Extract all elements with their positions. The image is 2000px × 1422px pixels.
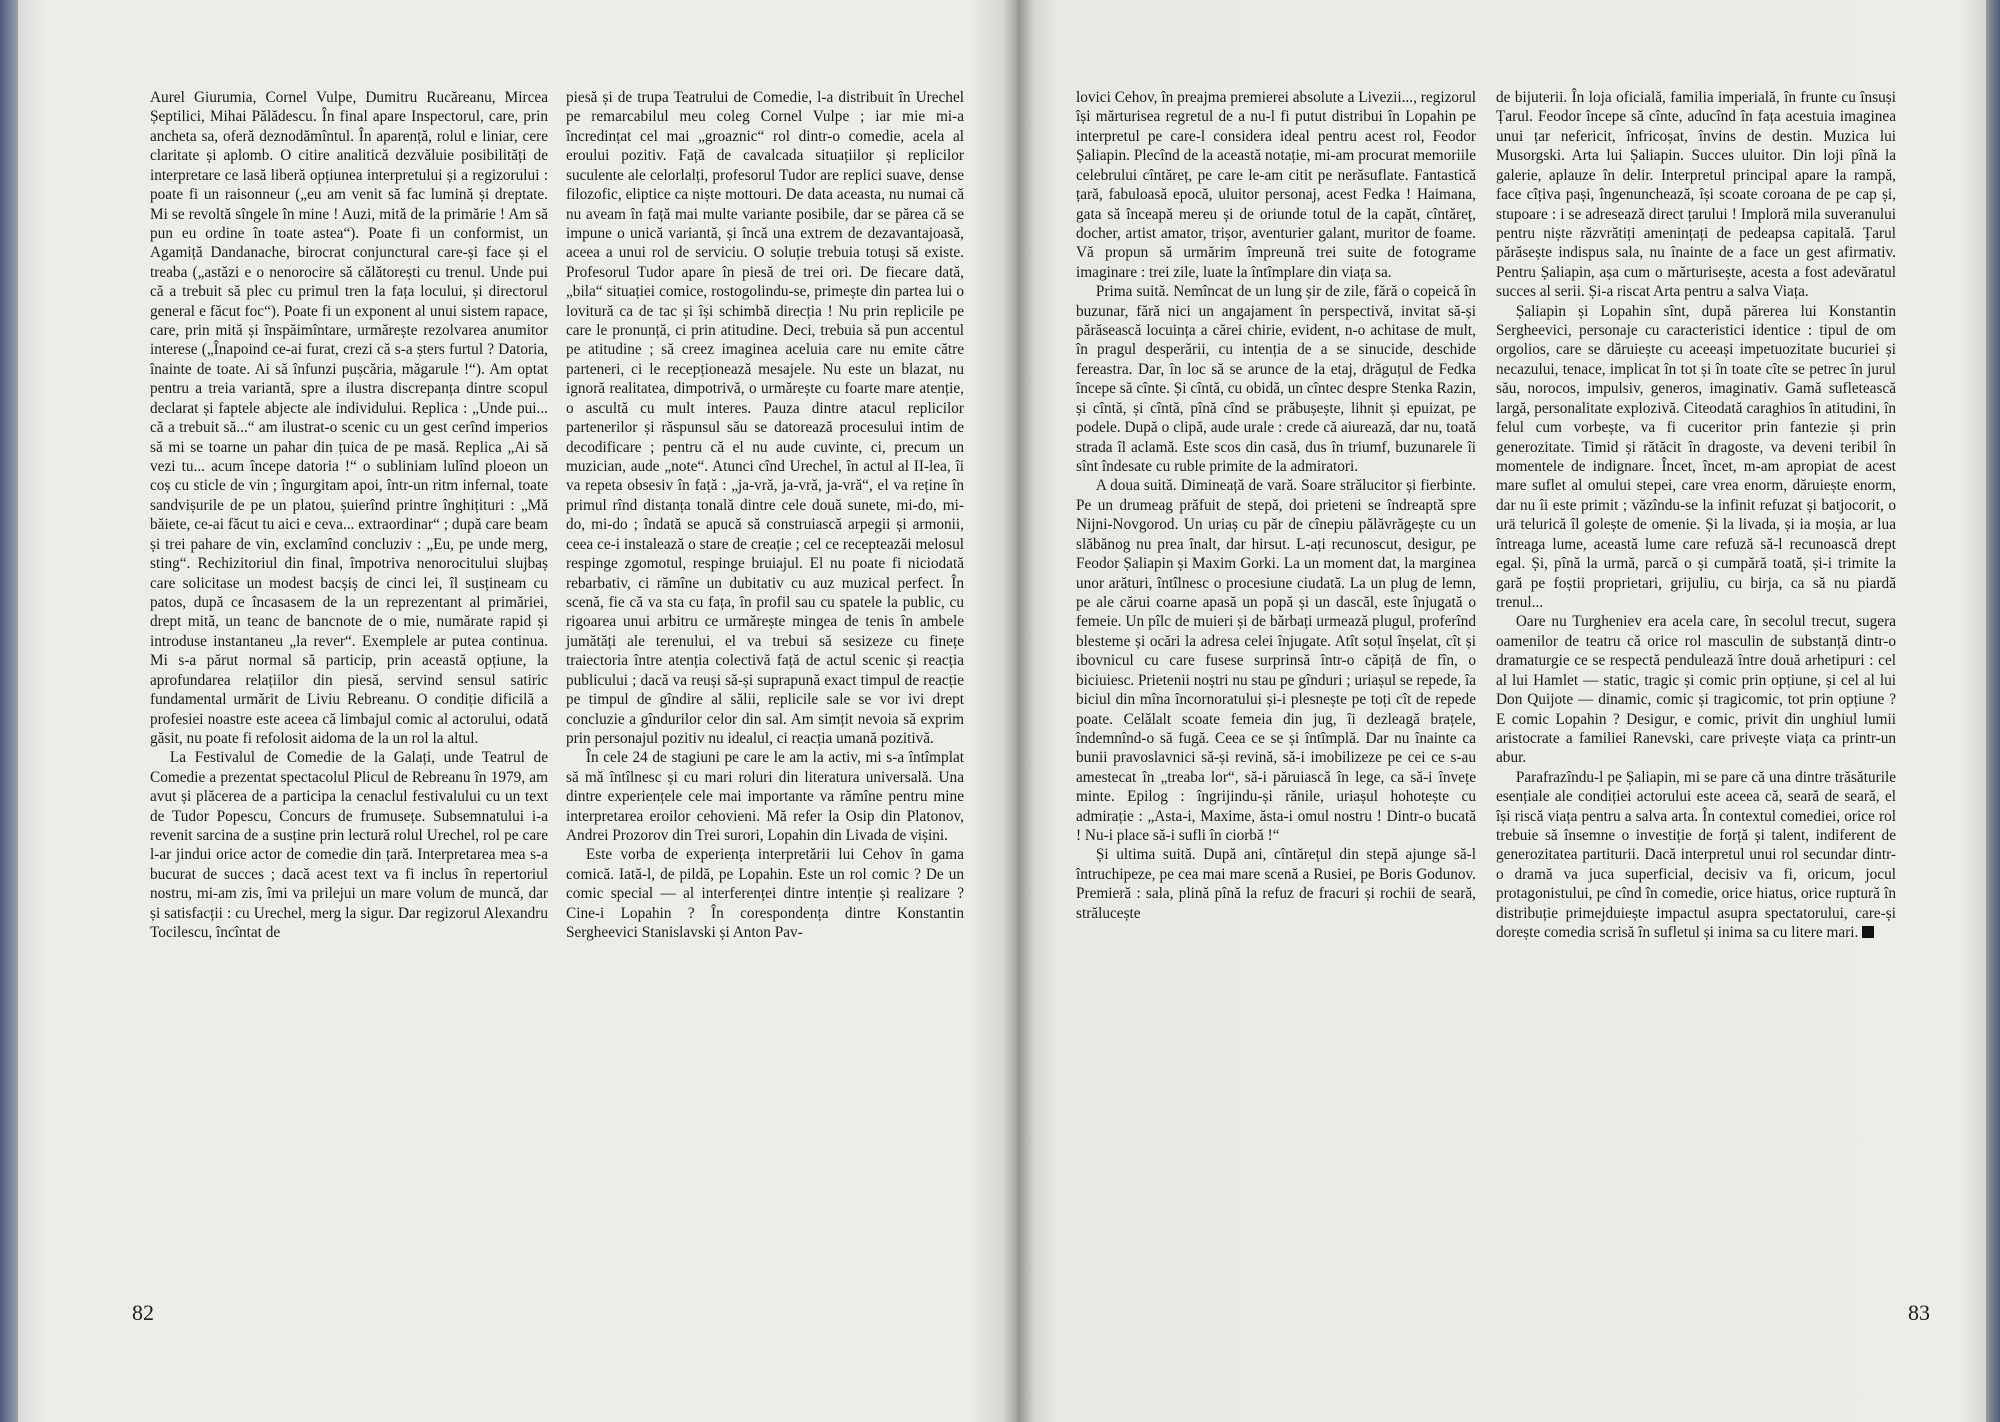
- text-column-3: [1076, 88, 1476, 923]
- text-column-1: [150, 88, 548, 943]
- paragraph: Aurel Giurumia, Cornel Vulpe, Dumitru Rucăreanu, Mircea Șeptilici, Mihai Pălădescu. În final apare Inspectorul, care, prin ancheta sa, oferă deznodămîntul. În aparență, rolul e liniar, cere claritate și aplomb. O citire analitică dezvăluie posibilități de interpretare ce lasă liberă opțiunea interpretului și a regizorului : poate fi un raisonneur („eu am venit să fac lumină și dreptate. Mi se revoltă sîngele în mine ! Auzi, mită de la primărie ! Am să pun eu ordine în toate astea“). Poate fi un conformist, un Agamiță Dandanache, birocrat conjunctural care-și face și el treaba („astăzi e o nenorocire să călătorești cu trenul. Unde pui că a trebuit să plec cu primul tren la fața locului, și directorul general e făcut foc“). Poate fi un exponent al unui sistem rapace, care, prin mită și înspăimîntare, urmărește rezolvarea anumitor interese („Înapoind ce-ai furat, crezi că s-a șters furtul ? Datoria, înainte de toate. Ai să înfunzi pușcăria, măgarule !“). Am optat pentru a treia variantă, spre a ilustra discrepanța dintre scopul declarat și faptele abjecte ale individului. Replica : „Unde pui... că a trebuit să...“ am ilustrat-o scenic cu un gest cerînd imperios să mi se toarne un pahar din țuica de pe masă. Replica „Ai să vezi tu... acum începe datoria !“ o subliniam lulînd ploeon un coș cu sticle de vin ; îngurgitam apoi, într-un ritm infernal, toate sandvișurile de pe un platou, șuierînd printre înghițituri : „Mă băiete, ce-ai făcut tu aici e ceva... extraordinar“ ; după care beam și trei pahare de vin, exclamînd concluziv : „Eu, pe unde merg, sting“. Rechizitoriul din final, împotriva nenorocitului slujbaș care solicitase un modest bacșiș de cinci lei, îl susțineam cu patos, după ce încasasem de la un reprezentant al primăriei, drept mită, un teanc de bancnote de o mie, numărate rapid și introduse instantaneu „la rever“. Exemplele ar putea continua. Mi s-a părut normal să particip, prin această opțiune, la aprofundarea relațiilor din piesă, servind sensul satiric fundamental urmărit de Liviu Rebreanu. O condiție dificilă a profesiei noastre este aceea că limbajul comic al actorului, odată găsit, nu poate fi refolosit aidoma de la un rol la altul.: [150, 89, 548, 747]
- end-mark-icon: [1862, 926, 1874, 938]
- paragraph: În cele 24 de stagiuni pe care le am la activ, mi s-a întîmplat să mă întîlnesc și cu mari roluri din literatura universală. Una dintre experiențele cele mai importante va rămîne pentru mine interpretarea eroilor cehovieni. Mă refer la Osip din Platonov, Andrei Prozorov din Trei surori, Lopahin din Livada de vișini.: [566, 749, 964, 845]
- text-column-4: [1496, 88, 1896, 943]
- paragraph-final: [1496, 768, 1896, 943]
- binding-edge-right: [1986, 0, 2000, 1422]
- paragraph: Șaliapin și Lopahin sînt, după părerea lui Konstantin Sergheevici, personaje cu caracteristici identice : tipul de om orgolios, care se dăruiește cu aceeași impetuozitate bucuriei și necazului, tenace, implicat în tot și în toate cîte se petrec în jurul său, norocos, impulsiv, generos, imaginativ. Gamă sufletească largă, personalitate explozivă. Citeodată caraghios în atitudini, în felul cum vorbește, va fi cuceritor prin fantezie și prin generozitate. Timid și rătăcit în dragoste, va deveni teribil în momentele de indignare. Încet, încet, m-am apropiat de acest mare suflet al omului stepei, care vrea enorm, dăruiește enorm, dar nu îi este primit ; văzîndu-se la infinit refuzat și batjocorit, o urä telurică îl golește de omenie. Și la livada, și ia moșia, ar lua întreaga lume, această lume care refuză să-l recunoască drept egal. Și, pînă la urmă, parcă o și cumpără toată, și-i trimite la gară pe foștii proprietari, grijuliu, cu birja, ca să nu piardă trenul...: [1496, 302, 1896, 611]
- paragraph: lovici Cehov, în preajma premierei absolute a Livezii..., regizorul își mărturisea regretul de a nu-l fi putut distribui în Lopahin pe interpretul pe care-l considera ideal pentru acest rol, Feodor Șaliapin. Plecînd de la această notație, mi-am procurat memoriile celebrului cîntăreț, pe care le-am citit pe nerăsuflate. Fantastică țară, fabuloasă epocă, uluitor personaj, acest Fedka ! Haimana, gata să înceapă mereu și de oriunde totul de la capăt, cîntăreț, docher, artist amator, trișor, aventurier galant, muritor de foame. Vă propun să urmărim împreună trei suite de fotograme imaginare : trei zile, luate la întîmplare din viața sa.: [1076, 89, 1476, 281]
- text-column-2: [566, 88, 964, 943]
- page-number-left: 82: [132, 1300, 154, 1325]
- paragraph: La Festivalul de Comedie de la Galați, unde Teatrul de Comedie a prezentat spectacolul Plicul de Rebreanu în 1979, am avut și plăcerea de a participa la cenaclul festivalului cu un text de Tudor Popescu, Concurs de frumusețe. Subsemnatului i-a revenit sarcina de a susține prin lectură rolul Urechel, rol pe care l-ar jindui orice actor de comedie din țară. Interpretarea mea s-a bucurat de succes ; dacă acest text va fi inclus în repertoriul nostru, mi-am zis, îmi va prilejui un mare volum de muncă, dar și satisfacții : cu Urechel, merg la sigur. Dar regizorul Alexandru Tocilescu, încîntat de: [150, 749, 548, 942]
- paragraph: Și ultima suită. După ani, cîntărețul din stepă ajunge să-l întruchipeze, pe cea mai mare scenă a Rusiei, pe Boris Godunov. Premieră : sala, plină pînă la refuz de fracuri și rochii de seară, strălucește: [1076, 846, 1476, 922]
- paragraph: Oare nu Turgheniev era acela care, în secolul trecut, sugera oamenilor de teatru că orice rol masculin de substanță dintr-o dramaturgie ce se respectă pendulează între două arhetipuri : cel al lui Hamlet — static, tragic și comic prin opțiune, și cel al lui Don Quijote — dinamic, comic și tragicomic, tot prin opțiune ? E comic Lopahin ? Desigur, e comic, privit din unghiul lumii aristocrate a familiei Ranevski, care privește viața ca printr-un abur.: [1496, 613, 1896, 767]
- paragraph: A doua suită. Dimineață de vară. Soare strălucitor și fierbinte. Pe un drumeag prăfuit de stepă, doi prieteni se îndreaptă spre Nijni-Novgorod. Un uriaș cu păr de cînepiu pălăvrăgește cu un slăbănog nu prea înalt, dar hirsut. L-ați recunoscut, desigur, pe Feodor Șaliapin și Maxim Gorki. La un moment dat, la marginea unor arături, întîlnesc o procesiune ciudată. La un plug de lemn, pe ale cărui coarne apasă un popă și un dascăl, este înjugată o femeie. Un pîlc de muieri și de bărbați urmează plugul, proferînd blesteme și ocări la adresa celei înjugate. Atît soțul înșelat, cît și ibovnicul cu care fusese surprinsă într-o căpiță de fîn, o biciuiesc. Prietenii noștri nu stau pe gînduri ; uriașul se repede, îa biciul din mîna încornoratului și-i plesnește pe toți cît de repede poate. Celălalt scoate femeia din jug, îi dezleagă brațele, îndemnînd-o să fugă. Ceea ce se și întîmplă. Dar nu înainte ca bunii pravoslavnici să-și revină, să-i imobilizeze pe cei ce s-au amestecat în „treaba lor“, să-i păruiască în lege, ca să-i învețe minte. Epilog : îngrijindu-și rănile, uriașul hohotește cu admirație : „Asta-i, Maxime, ăsta-i omul nostru ! Dintr-o bucată ! Nu-i place să-i sufli în ciorbă !“: [1076, 477, 1476, 845]
- book-gutter: [1004, 0, 1034, 1422]
- paragraph: Prima suită. Nemîncat de un lung șir de zile, fără o copeică în buzunar, fără nici un angajament în perspectivă, invitat să-și părăsească locuința a cărei chirie, evident, n-o achitase de mult, în pragul desperării, cu intenția de a se sinucide, deschide fereastra. Dar, în loc să se arunce de la etaj, drăguțul de Fedka începe să cînte. Și cîntă, cu obidă, un cîntec despre Stenka Razin, și cîntă, și cîntă, pînă cînd se prăbușește, lihnit și epuizat, pe podele. După o clipă, aude urale : crede că aiurează, dar nu, toată strada îl aclamă. Este scos din casă, dus în triumf, buzunarele îi sînt îndesate cu ruble primite de la admiratori.: [1076, 283, 1476, 476]
- final-paragraph-text: Parafrazîndu-l pe Șaliapin, mi se pare că una dintre trăsăturile esențiale ale condiției actorului este aceea că, seară de seară, el își riscă viața pentru a salva arta. În contextul comediei, orice rol trebuie să însemne o investiție de forță și talent, indiferent de generozitatea partiturii. Dacă interpretul unui rol secundar dintr-o dramă va juca superficial, decisiv va fi, oricum, jocul protagonistului, pe cînd în comedie, orice hiatus, orice ruptură în distribuție primejduiește impactul asupra spectatorului, care-și dorește comedia scrisă în sufletul și inima sa cu litere mari.: [1496, 768, 1896, 942]
- page-number-right: 83: [1908, 1300, 1930, 1325]
- paragraph: de bijuterii. În loja oficială, familia imperială, în frunte cu însuși Țarul. Feodor începe să cînte, aducînd în fața acestuia imaginea unui țar nefericit, înfricoșat, învins de destin. Muzica lui Musorgski. Arta lui Șaliapin. Succes uluitor. Din loji pînă la galerie, aplauze în delir. Interpretul principal apare la rampă, face cîțiva pași, îngenunchează, își scoate coroana de pe cap și, stupoare : i se adresează direct țarului ! Imploră mila suveranului pentru niște răzvrătiți amenințați de pedeapsa capitală. Țarul părăsește indispus sala, nu înainte de a face un gest afirmativ. Pentru Șaliapin, așa cum o mărturisește, acesta a fost adevăratul succes al serii. Și-a riscat Arta pentru a salva Viața.: [1496, 89, 1896, 301]
- paragraph: piesă și de trupa Teatrului de Comedie, l-a distribuit în Urechel pe remarcabilul meu coleg Cornel Vulpe ; iar mie mi-a încredințat cel mai „groaznic“ rol dintr-o comedie, acela al eroului pozitiv. Față de cavalcada situațiilor și replicilor suculente ale celorlalți, profesorul Tudor are replici suave, dense filozofic, eliptice ca niște mottouri. De data aceasta, nu numai că nu aveam în față mai multe variante posibile, dar se părea că se impune o unică variantă, și încă una extrem de dezavantajoasă, aceea a unui rol de serviciu. O soluție trebuia totuși să existe. Profesorul Tudor apare în piesă de trei ori. De fiecare dată, „bila“ situației comice, rostogolindu-se, primește din partea lui o lovitură ca de tac și își schimbă direcția ! Nu prin replicile pe care le pronunță, ci prin atitudine. Deci, trebuia să pun accentul pe atitudine ; să creez imaginea aceluia care nu emite către parteneri, ci le recepționează mesajele. Nu este un blazat, nu ignoră realitatea, dimpotrivă, o urmărește cu foarte mare atenție, o ascultă cu mult interes. Pauza dintre atacul replicilor partenerilor și răspunsul său se datorează procesului intim de decodificare ; pentru că el nu aude cuvinte, ci, precum un muzician, aude „note“. Atunci cînd Urechel, în actul al II-lea, îi va repeta obsesiv în față : „ja-vră, ja-vră, ja-vră“, el va reține în primul rînd distanța tonală dintre cele două sunete, mi-do, mi-do, mi-do ; îndată se apucă să construiască arpegii și armonii, ceea ce-i instalează o stare de creație ; cel ce recepteazăi melosul respinge zgomotul, respinge bruiajul. El nu poate fi niciodată rebarbativ, ci rămîne un dubitativ cu auz muzical perfect. În scenă, fie că va sta cu fața, în profil sau cu spatele la public, cu rigoarea unui arbitru ce urmărește mingea de tenis în ambele jumătăți ale terenului, el va trebui să sesizeze cu finețe traiectoria între atenția colectivă față de actul scenic și reacția publicului ; dacă va reuși să-și suprapună exact timpul de reacție pe timpul de gîndire al sălii, replicile sale se vor ivi drept concluzie a gîndurilor celor din sal. Am simțit nevoia să exprim prin personajul pozitiv nu idealul, ci reacția umană pozitivă.: [566, 89, 964, 747]
- paragraph: Este vorba de experiența interpretării lui Cehov în gama comică. Iată-l, de pildă, pe Lopahin. Este un rol comic ? De un comic special — al interferenței dintre intenție și realizare ? Cine-i Lopahin ? În corespondența dintre Konstantin Sergheevici Stanislavski și Anton Pav-: [566, 846, 964, 942]
- binding-edge-left: [0, 0, 18, 1422]
